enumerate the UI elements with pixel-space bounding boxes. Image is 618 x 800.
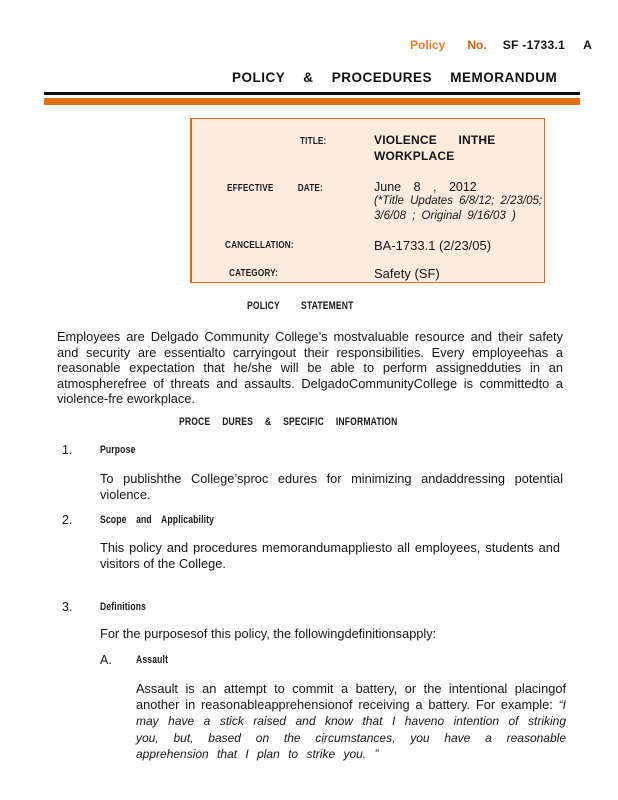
section-2-heading: Scope and Applicability [100,514,215,526]
policy-statement-heading: POLICY STATEMENT [247,300,354,312]
category-value: Safety (SF) [374,266,440,281]
subsection-a-body [136,681,566,763]
section-1-body: To publishthe College’sproc edures for minimizing andaddressing potential violence. [100,471,563,502]
category-label: CATEGORY: [229,267,279,279]
no-label: No. [467,38,487,52]
cancellation-label: CANCELLATION: [225,239,294,251]
section-3-heading: Definitions [100,601,147,613]
title-label: TITLE: [300,135,327,147]
policy-statement-body: Employees are Delgado Community College’s mostvaluable resource and their safety and security are essentialto carryingout their responsibilities. Every employeehas a reasonable expectation that he/she will be able to perform assignedduties in an atmospherefree of threats and assaults. DelgadoCommunityCollege is committedto a violence-fre eworkplace. [57,329,563,407]
section-1-number: 1. [62,443,73,457]
effective-date-label: EFFECTIVE DATE: [227,182,323,194]
section-1-heading: Purpose [100,444,136,456]
section-3-number: 3. [62,600,73,614]
policy-label: Policy [410,38,446,52]
document-title: POLICY & PROCEDURES MEMORANDUM [232,70,558,85]
title-value-line1: VIOLENCE INTHE [374,133,496,147]
title-value-line2: WORKPLACE [374,149,455,163]
policy-number-line [410,38,592,52]
subsection-a-heading: Assault [136,654,169,666]
subsection-a-body-quote: “I may have a stick raised and know that I haveno intention of striking you, but, based on the circumstances, you have a reasonable apprehension that I plan to strike you. ” [136,697,566,762]
effective-note-line1: (*Title Updates 6/8/12; 2/23/05; [374,195,543,207]
policy-number: SF -1733.1 [502,38,566,52]
section-2-body: This policy and procedures memorandumappliesto all employees, students and visitors of the College. [100,540,560,571]
section-2-number: 2. [62,513,73,527]
effective-note-line2: 3/6/08 ; Original 9/16/03 ) [374,210,516,222]
policy-info-box [190,118,545,283]
subsection-a-body-regular: Assault is an attempt to commit a battery, or the intentional placingof another in reasonableapprehensionof receiving a battery. For example: [136,681,566,712]
divider-black [44,92,580,95]
section-3-body: For the purposesof this policy, the followingdefinitionsapply: [100,626,437,641]
procedures-heading: PROCE DURES & SPECIFIC INFORMATION [179,416,398,428]
cancellation-value: BA-1733.1 (2/23/05) [374,238,492,253]
effective-date-value: June 8 , 2012 [374,180,477,194]
divider-orange [44,98,580,105]
policy-revision: A [583,38,592,52]
subsection-a-number: A. [100,653,112,667]
